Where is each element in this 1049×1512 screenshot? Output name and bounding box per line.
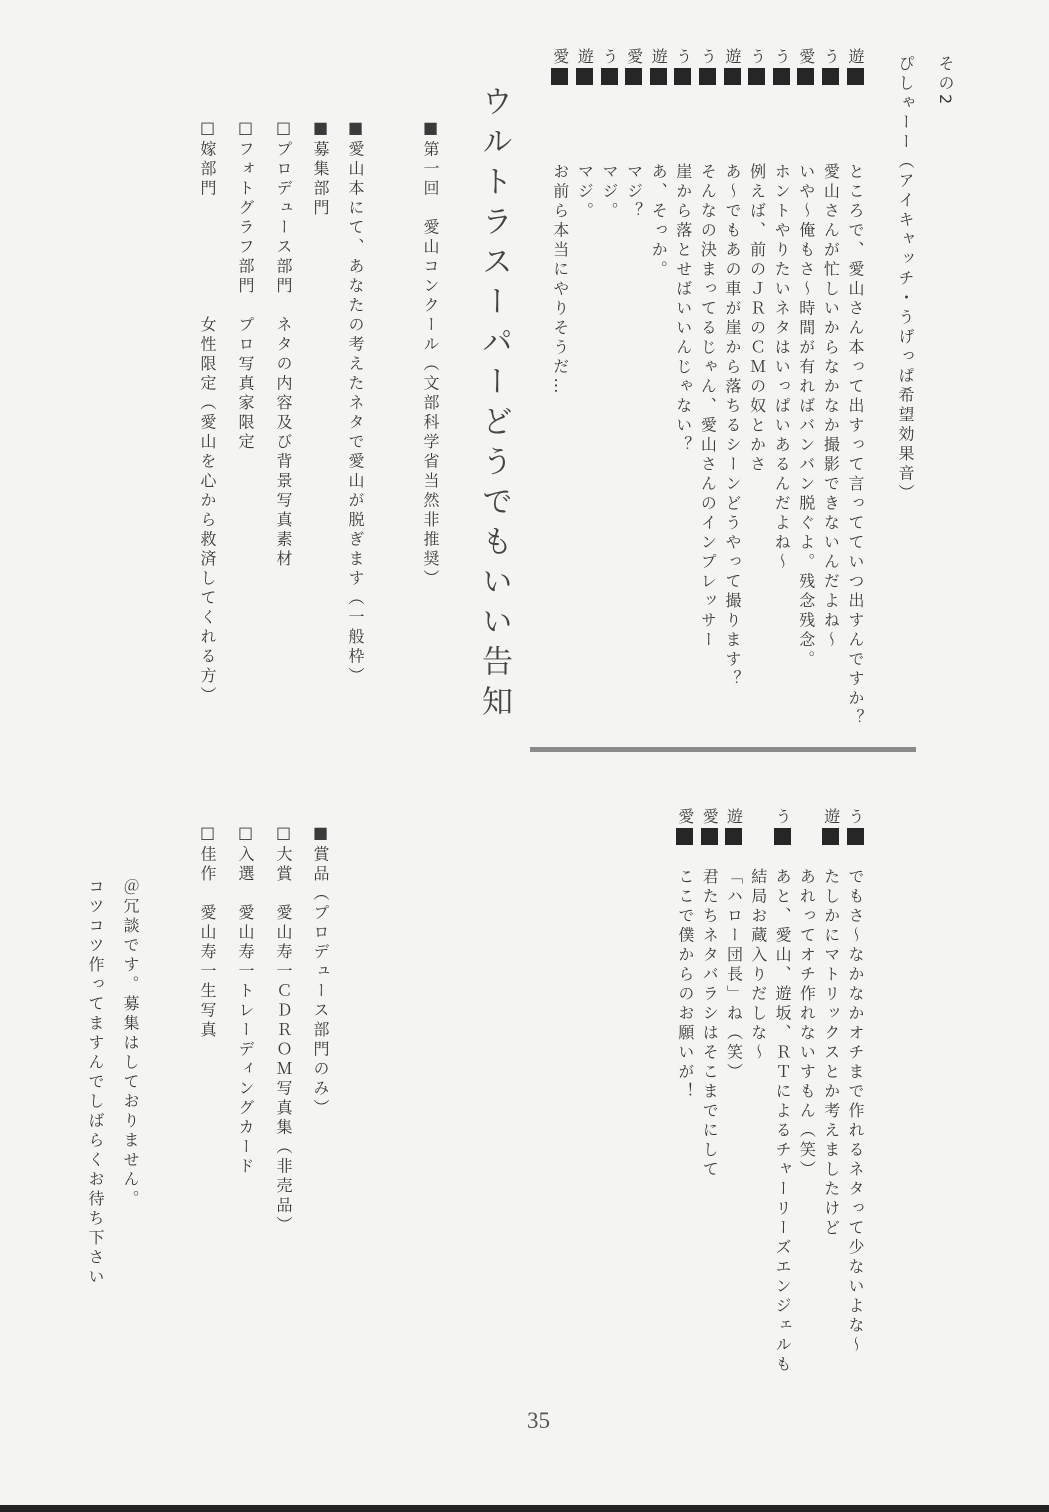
speaker-name: う bbox=[747, 48, 767, 64]
speaker-label bbox=[844, 808, 866, 845]
speaker-name: う bbox=[821, 48, 841, 64]
speaker-name: 愛 bbox=[675, 808, 695, 824]
dialogue-line: 崖から落とせばいいんじゃない？ bbox=[673, 163, 693, 456]
speaker-name: 愛 bbox=[700, 808, 720, 824]
speaker-mark-icon bbox=[576, 68, 593, 85]
dialogue-line: あれってオチ作れないすもん（笑） bbox=[797, 868, 817, 1180]
announcement-line: □プロデュース部門 ネタの内容及び背景写真素材 bbox=[274, 118, 293, 570]
announcement-title: ウルトラスーパーどうでもいい告知 bbox=[476, 85, 512, 725]
speaker-mark-icon bbox=[551, 68, 568, 85]
speaker-mark-icon bbox=[847, 68, 864, 85]
dialogue-line: マジ。 bbox=[575, 163, 595, 222]
speaker-name: 遊 bbox=[724, 808, 744, 824]
dialogue-line: マジ。 bbox=[600, 163, 619, 222]
speaker-mark-icon bbox=[724, 68, 741, 85]
speaker-label bbox=[723, 808, 745, 845]
speaker-label bbox=[820, 808, 842, 845]
speaker-mark-icon bbox=[674, 68, 691, 85]
speaker-label bbox=[573, 48, 595, 85]
speaker-name: 遊 bbox=[846, 48, 865, 64]
speaker-label bbox=[623, 48, 645, 85]
speaker-label bbox=[795, 48, 817, 85]
speaker-mark-icon bbox=[774, 828, 791, 845]
speaker-name: う bbox=[773, 808, 793, 824]
speaker-label bbox=[672, 48, 694, 85]
dialogue-line: あと、愛山、遊坂、ＲＴによるチャーリーズエンジェルも bbox=[773, 868, 793, 1375]
section-label: その2 bbox=[936, 55, 955, 108]
speaker-name: 遊 bbox=[723, 48, 742, 64]
speaker-label bbox=[844, 48, 866, 85]
prize-line: □大賞 愛山寿一ＣＤＲＯＭ写真集（非売品） bbox=[274, 823, 293, 1236]
speaker-name: 遊 bbox=[821, 808, 841, 824]
speaker-mark-icon bbox=[773, 68, 790, 85]
speaker-name: 愛 bbox=[624, 48, 644, 64]
speaker-mark-icon bbox=[701, 828, 718, 845]
dialogue-line: そんなの決まってるじゃん、愛山さんのインプレッサー bbox=[698, 163, 718, 651]
dialogue-line: 結局お蔵入りだしな～ bbox=[748, 868, 768, 1063]
speaker-name: う bbox=[698, 48, 718, 64]
prize-line: ■賞品（プロデュース部門のみ） bbox=[311, 823, 330, 1119]
announcement-line: ■募集部門 bbox=[311, 118, 330, 219]
dialogue-line: あ、そっか。 bbox=[649, 163, 669, 280]
dialogue-line: ところで、愛山さん本って出すって言ってていつ出すんですか？ bbox=[846, 163, 865, 729]
speaker-label bbox=[674, 808, 696, 845]
speaker-label bbox=[819, 48, 841, 85]
speaker-mark-icon bbox=[699, 68, 716, 85]
dialogue-line: 「ハロー団長」ね（笑） bbox=[724, 868, 744, 1083]
announcement-line: ■愛山本にて、あなたの考えたネタで愛山が脱ぎます（一般枠） bbox=[346, 118, 365, 687]
speaker-label bbox=[598, 48, 620, 85]
scan-edge bbox=[0, 1505, 1049, 1512]
announcement-line: □フォトグラフ部門 プロ写真家限定 bbox=[236, 118, 255, 453]
speaker-label bbox=[696, 48, 718, 85]
dialogue-line: 君たちネタバラシはそこまでにして bbox=[700, 868, 720, 1180]
speaker-mark-icon bbox=[650, 68, 667, 85]
speaker-name: う bbox=[846, 808, 865, 824]
speaker-mark-icon bbox=[822, 828, 839, 845]
speaker-mark-icon bbox=[601, 68, 618, 85]
announcement-line: ■第一回 愛山コンクール（文部科学省当然非推奨） bbox=[421, 118, 440, 589]
speaker-name: 愛 bbox=[796, 48, 816, 64]
speaker-name: う bbox=[673, 48, 693, 64]
speaker-label bbox=[771, 808, 793, 845]
speaker-name: 遊 bbox=[649, 48, 669, 64]
prize-line: □入選 愛山寿一トレーディングカード bbox=[236, 823, 255, 1177]
page-number: 35 bbox=[527, 1408, 550, 1433]
dialogue-line: 例えば、前のＪＲのＣＭの奴とかさ bbox=[747, 163, 767, 475]
speaker-name: 遊 bbox=[575, 48, 595, 64]
speaker-label bbox=[698, 808, 720, 845]
note-line: コツコツ作ってますんでしばらくお待ち下さい bbox=[86, 878, 105, 1288]
section-divider bbox=[530, 747, 916, 752]
prize-line: □佳作 愛山寿一生写真 bbox=[198, 823, 217, 1041]
dialogue-line: あ～でもあの車が崖から落ちるシーンどうやって撮ります？ bbox=[723, 163, 742, 690]
dialogue-line: マジ？ bbox=[624, 163, 644, 222]
dialogue-line: ここで僕からのお願いが！ bbox=[675, 868, 695, 1102]
dialogue-line: ホントやりたいネタはいっぱいあるんだよね～ bbox=[772, 163, 792, 573]
speaker-name: 愛 bbox=[550, 48, 570, 64]
speaker-name: う bbox=[772, 48, 792, 64]
speaker-label bbox=[746, 48, 768, 85]
speaker-mark-icon bbox=[625, 68, 642, 85]
dialogue-line: いや～俺もさ～時間が有ればバンバン脱ぐよ。残念残念。 bbox=[796, 163, 816, 670]
dialogue-line: たしかにマトリックスとか考えましたけど bbox=[821, 868, 841, 1239]
speaker-label bbox=[549, 48, 571, 85]
speaker-label bbox=[721, 48, 743, 85]
speaker-label bbox=[770, 48, 792, 85]
dialogue-line: お前ら本当にやりそうだ… bbox=[550, 163, 570, 397]
dialogue-line: でもさ～なかなかオチまで作れるネタって少ないよな～ bbox=[846, 868, 865, 1356]
speaker-mark-icon bbox=[797, 68, 814, 85]
speaker-label bbox=[647, 48, 669, 85]
dialogue-line: 愛山さんが忙しいからなかなか撮影できないんだよね～ bbox=[821, 163, 841, 651]
speaker-mark-icon bbox=[676, 828, 693, 845]
speaker-mark-icon bbox=[822, 68, 839, 85]
speaker-name: う bbox=[600, 48, 619, 64]
announcement-line: □嫁部門 女性限定（愛山を心から救済してくれる方） bbox=[198, 118, 217, 706]
sound-effect-line: ぴしゃーー（アイキャッチ・うげっぱ希望効果音） bbox=[896, 55, 915, 504]
speaker-mark-icon bbox=[725, 828, 742, 845]
speaker-mark-icon bbox=[847, 828, 864, 845]
note-line: ＠冗談です。募集はしておりません。 bbox=[121, 878, 140, 1210]
speaker-mark-icon bbox=[748, 68, 765, 85]
